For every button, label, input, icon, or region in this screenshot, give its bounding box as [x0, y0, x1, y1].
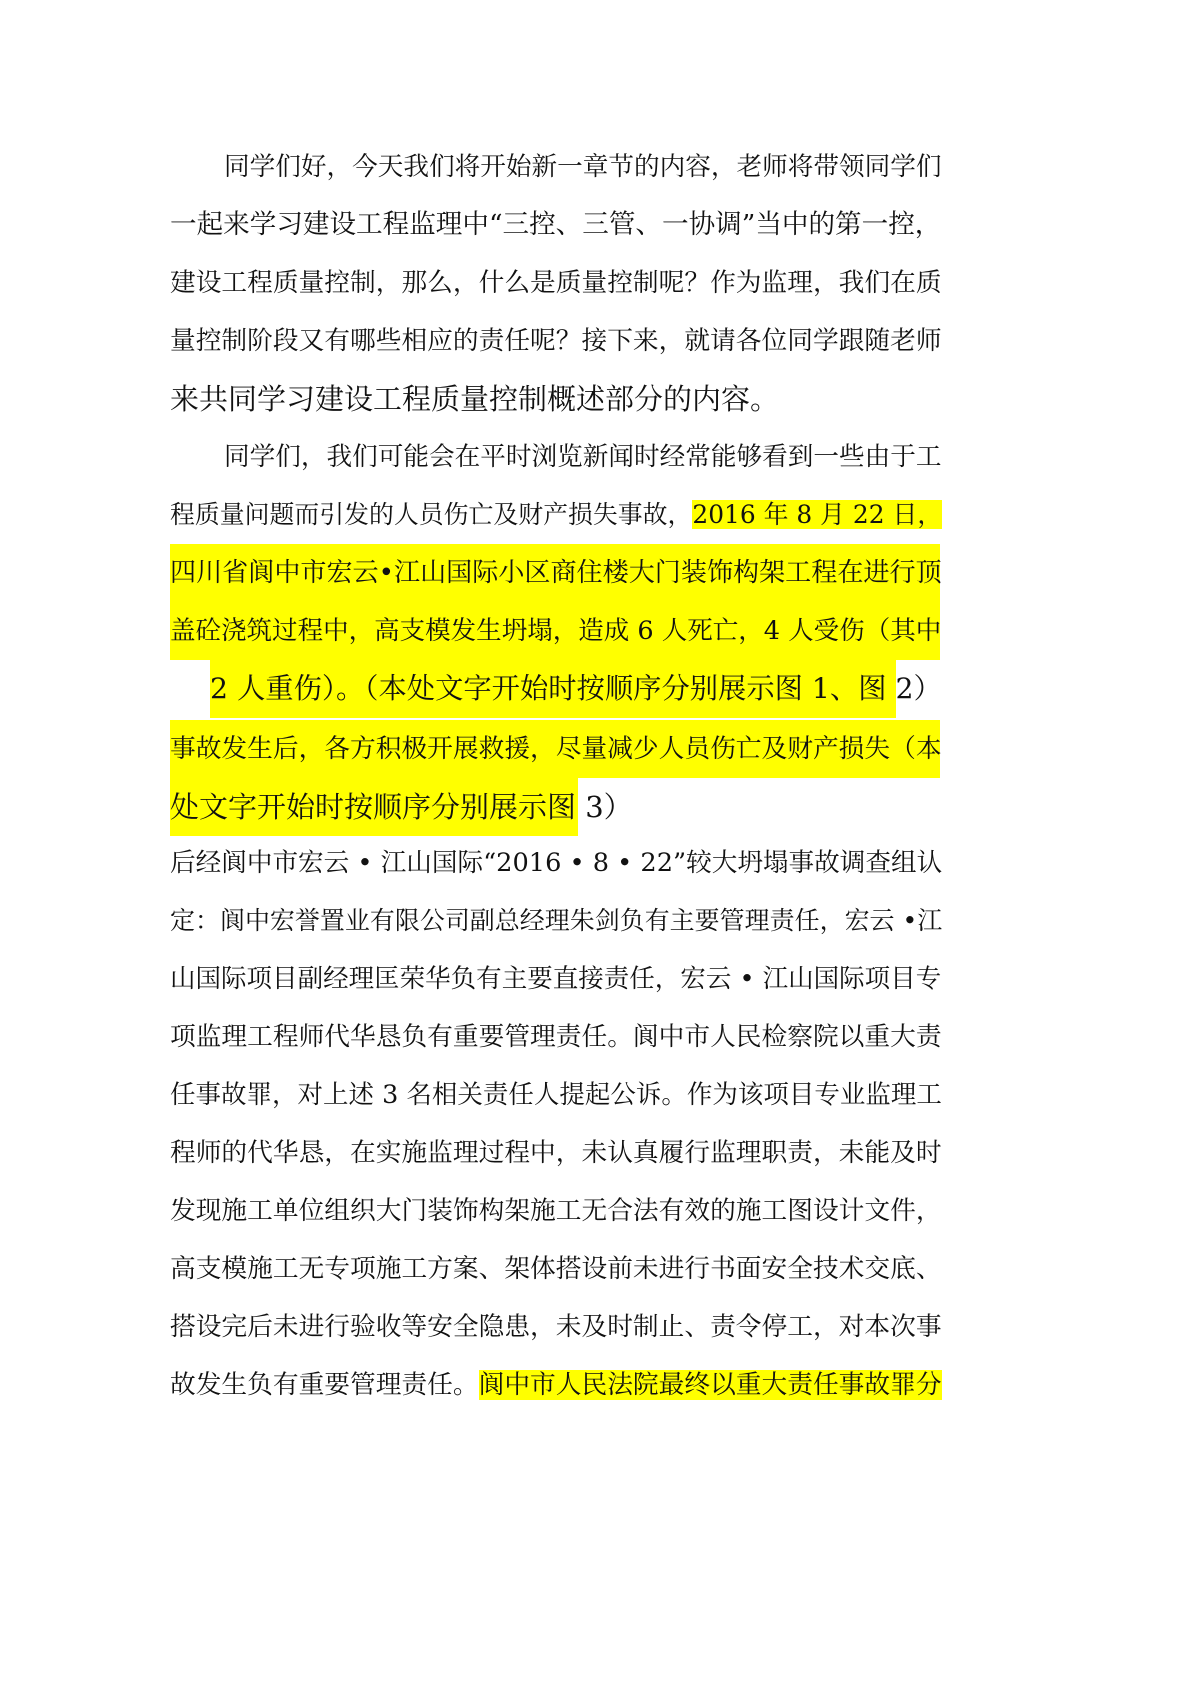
- plain-text: 故发生负有重要管理责任。: [170, 1370, 479, 1400]
- highlighted-line: 四川省阆中市宏云•江山国际小区商住楼大门装饰构架工程在进行顶: [170, 558, 942, 588]
- paragraph-line: 山国际项目副经理匡荣华负有主要直接责任，宏云 • 江山国际项目专: [170, 964, 942, 994]
- highlighted-line: 盖砼浇筑过程中，高支模发生坍塌，造成 6 人死亡，4 人受伤（其中: [170, 616, 942, 646]
- highlighted-line: 事故发生后，各方积极开展救援，尽量减少人员伤亡及财产损失（本: [170, 734, 942, 764]
- paragraph-line: 建设工程质量控制，那么，什么是质量控制呢？作为监理，我们在质: [170, 268, 942, 298]
- highlighted-text: 阆中市人民法院最终以重大责任事故罪分: [478, 1370, 942, 1400]
- highlighted-text: 2016 年 8 月 22 日，: [692, 500, 943, 529]
- plain-text: 程质量问题而引发的人员伤亡及财产损失事故，: [170, 500, 693, 529]
- paragraph-line: 定：阆中宏誉置业有限公司副总经理朱剑负有主要管理责任，宏云 •江: [170, 906, 943, 935]
- paragraph-line: 同学们，我们可能会在平时浏览新闻时经常能够看到一些由于工: [224, 442, 942, 472]
- paragraph-line: 一起来学习建设工程监理中“三控、三管、一协调”当中的第一控，: [170, 209, 942, 240]
- paragraph-line: 发现施工单位组织大门装饰构架施工无合法有效的施工图设计文件，: [170, 1196, 942, 1226]
- paragraph-line: 任事故罪，对上述 3 名相关责任人提起公诉。作为该项目专业监理工: [170, 1080, 942, 1110]
- paragraph-line: 程师的代华恳，在实施监理过程中，未认真履行监理职责，未能及时: [170, 1138, 942, 1168]
- highlighted-line: 处文字开始时按顺序分别展示图 3）: [170, 790, 633, 824]
- paragraph-line: 后经阆中市宏云 • 江山国际“2016 • 8 • 22”较大坍塌事故调查组认: [170, 848, 943, 878]
- paragraph-line-mixed: [170, 486, 942, 544]
- paragraph-line-mixed: [170, 1356, 942, 1414]
- paragraph-line: 量控制阶段又有哪些相应的责任呢？接下来，就请各位同学跟随老师: [170, 326, 942, 356]
- paragraph-line: 高支模施工无专项施工方案、架体搭设前未进行书面安全技术交底、: [170, 1254, 942, 1284]
- paragraph-line: 搭设完后未进行验收等安全隐患，未及时制止、责令停工，对本次事: [170, 1312, 942, 1342]
- paragraph-line: 来共同学习建设工程质量控制概述部分的内容。: [170, 382, 780, 416]
- paragraph-line: 项监理工程师代华恳负有重要管理责任。阆中市人民检察院以重大责: [170, 1022, 942, 1052]
- paragraph-line: 同学们好，今天我们将开始新一章节的内容，老师将带领同学们: [224, 152, 942, 182]
- highlighted-line: 2 人重伤）。（本处文字开始时按顺序分别展示图 1、图 2）: [210, 672, 942, 705]
